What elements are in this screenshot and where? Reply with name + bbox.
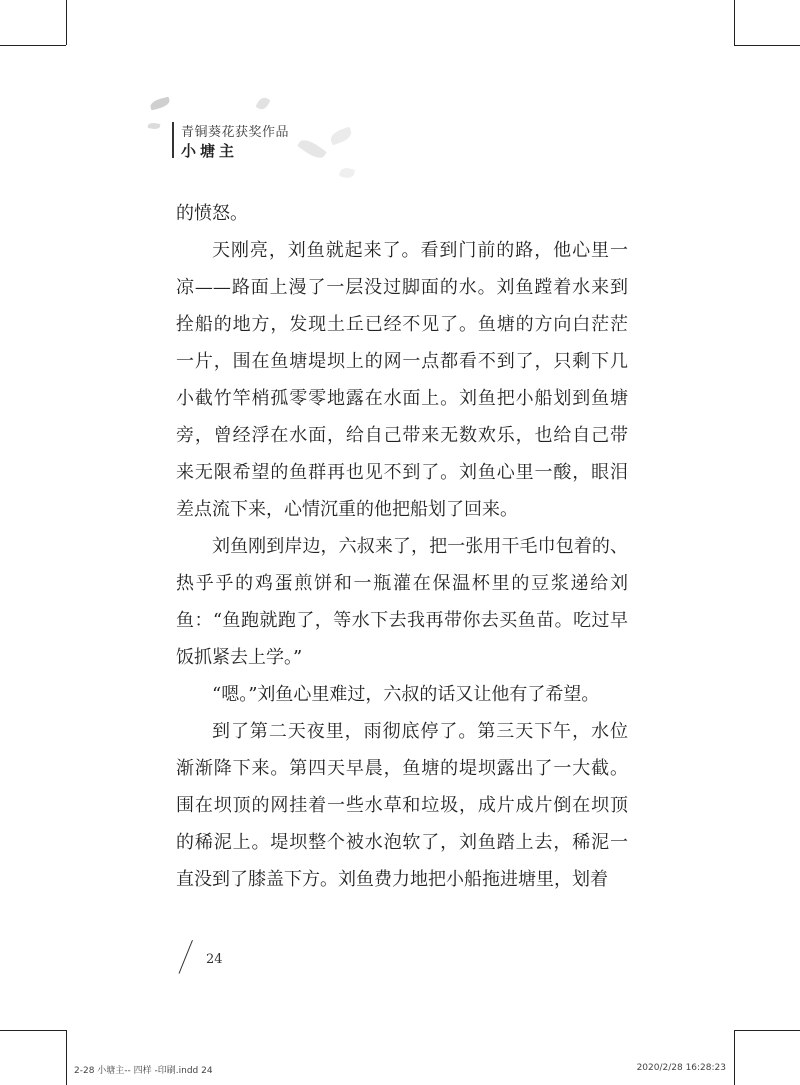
- text-line: 差点流下来，心情沉重的他把船划了回来。: [176, 499, 518, 520]
- folio-slash: [179, 940, 193, 974]
- text-line: 直没到了膝盖下方。刘鱼费力地把小船拖进塘里，划着: [176, 869, 608, 890]
- page-number: 24: [206, 952, 223, 967]
- crop-mark: [66, 0, 67, 45]
- text-line: 凉——路面上漫了一层没过脚面的水。刘鱼蹚着水来到: [176, 277, 628, 298]
- book-title: 小塘主: [181, 142, 239, 160]
- crop-mark: [66, 1030, 67, 1085]
- petal-decoration: [255, 95, 270, 111]
- text-line: 饭抓紧去上学。”: [176, 647, 303, 668]
- text-line: 拴船的地方，发现土丘已经不见了。鱼塘的方向白茫茫: [176, 314, 628, 335]
- crop-mark: [0, 45, 66, 46]
- page-number-area: [188, 938, 268, 978]
- text-line: 到了第二天夜里，雨彻底停了。第三天下午，水位: [212, 721, 628, 742]
- series-title: 青铜葵花获奖作品: [181, 125, 290, 140]
- crop-mark: [734, 1030, 735, 1085]
- crop-mark: [0, 1030, 66, 1031]
- text-line: 渐渐降下来。第四天早晨，鱼塘的堤坝露出了一大截。: [176, 758, 628, 779]
- header-rule: [172, 122, 174, 158]
- petal-decoration: [148, 122, 161, 130]
- text-line: 围在坝顶的网挂着一些水草和垃圾，成片成片倒在坝顶: [176, 795, 628, 816]
- text-line: 刘鱼刚到岸边，六叔来了，把一张用干毛巾包着的、: [212, 536, 628, 557]
- text-line: 旁，曾经浮在水面，给自己带来无数欢乐，也给自己带: [176, 425, 628, 446]
- slug-file-info: 2-28 小塘主-- 四样 -印刷.indd 24: [74, 1066, 213, 1076]
- crop-mark: [734, 45, 800, 46]
- petal-decoration: [339, 166, 355, 179]
- text-line: 天刚亮，刘鱼就起来了。看到门前的路，他心里一: [212, 240, 628, 261]
- text-line: 来无限希望的鱼群再也见不到了。刘鱼心里一酸，眼泪: [176, 462, 628, 483]
- crop-mark: [734, 1030, 800, 1031]
- petal-decoration: [297, 136, 327, 162]
- crop-mark: [734, 0, 735, 45]
- text-line: 小截竹竿梢孤零零地露在水面上。刘鱼把小船划到鱼塘: [176, 388, 628, 409]
- text-line: 热乎乎的鸡蛋煎饼和一瓶灌在保温杯里的豆浆递给刘: [176, 573, 628, 594]
- text-line: 的稀泥上。堤坝整个被水泡软了，刘鱼踏上去，稀泥一: [176, 832, 628, 853]
- slug-timestamp: 2020/2/28 16:28:23: [636, 1063, 726, 1073]
- petal-decoration: [149, 97, 171, 111]
- petal-decoration: [329, 127, 354, 146]
- text-line: 一片，围在鱼塘堤坝上的网一点都看不到了，只剩下几: [176, 351, 628, 372]
- text-line: 鱼：“鱼跑就跑了，等水下去我再带你去买鱼苗。吃过早: [176, 610, 628, 631]
- body-text: [176, 195, 628, 898]
- text-line: 的愤怒。: [176, 203, 248, 224]
- text-line: “嗯。”刘鱼心里难过，六叔的话又让他有了希望。: [212, 684, 600, 705]
